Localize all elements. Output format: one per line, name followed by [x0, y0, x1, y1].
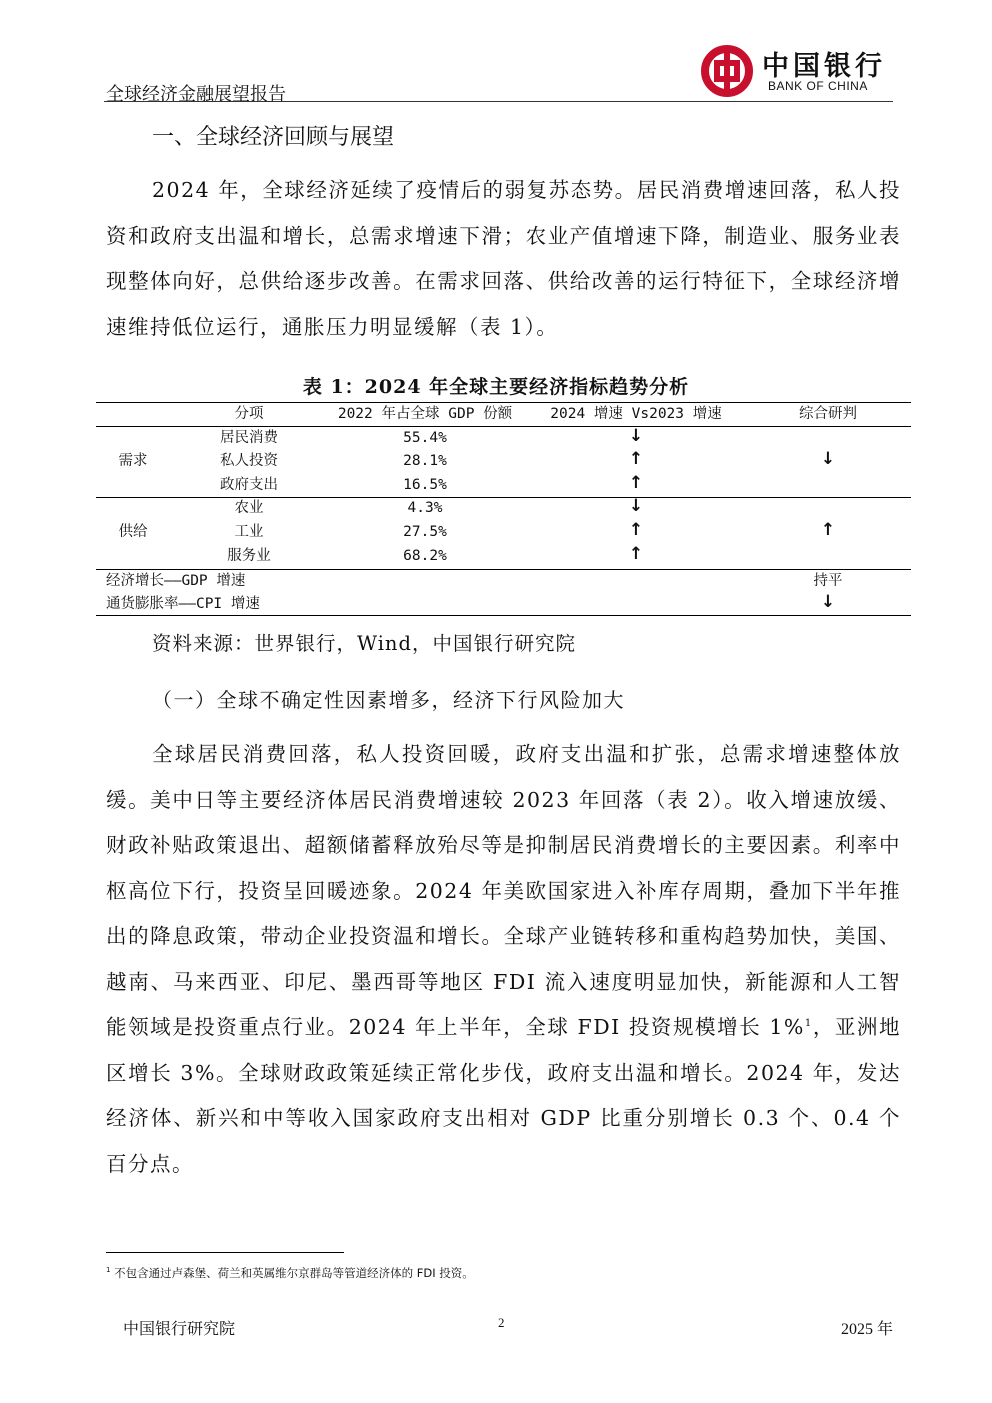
table-row-share: 16.5%	[403, 477, 447, 493]
table-header-share: 2022 年占全球 GDP 份额	[337, 406, 513, 422]
footnote-reference[interactable]: 1	[804, 1018, 813, 1030]
table-header-rule	[96, 426, 911, 427]
logo-chinese-name: 中国银行	[762, 51, 886, 82]
table-caption: 表 1：2024 年全球主要经济指标趋势分析	[302, 376, 690, 398]
table-row-item: 服务业	[227, 548, 271, 564]
table-row-item: 居民消费	[220, 430, 278, 446]
footer-year: 2025 年	[841, 1321, 894, 1338]
trend-arrow: ↑	[628, 544, 644, 564]
subsection-title: （一）全球不确定性因素增多，经济下行风险加大	[152, 688, 625, 712]
table-row-share: 68.2%	[403, 548, 447, 564]
page-number: 2	[498, 1315, 505, 1330]
table-group-label: 需求	[118, 453, 148, 469]
report-title: 全球经济金融展望报告	[106, 84, 286, 105]
trend-arrow: ↑	[628, 473, 644, 493]
table-row-share: 27.5%	[403, 524, 447, 540]
table-header-trend: 2024 增速 Vs2023 增速	[550, 406, 722, 422]
footer-institution: 中国银行研究院	[123, 1319, 236, 1338]
body-paragraph-1: 2024 年，全球经济延续了疫情后的弱复苏态势。居民消费增速回落，私人投资和政府支出温和增长，总需求增速下滑；农业产值增速下降，制造业、服务业表现整体向好，总供给逐步改善。在需求回落、供给改善的运行特征下，全球经济增速维持低位运行，通胀压力明显缓解（表 1）。	[106, 178, 901, 339]
section-title: 一、全球经济回顾与展望	[152, 125, 395, 150]
table-group-rule	[96, 569, 911, 570]
table-source: 资料来源：世界银行，Wind，中国银行研究院	[152, 632, 576, 655]
paragraph-text: 全球居民消费回落，私人投资回暖，政府支出温和扩张，总需求增速整体放缓。美中日等主要经济体居民消费增速较 2023 年回落（表 2）。收入增速放缓、财政补贴政策退出、超额储蓄释放殆尽等是抑制居民消费增长的主要因素。利率中枢高位下行，投资呈回暖迹象。2024 年美欧国家进入补库存周期，叠加下半年推出的降息政策，带动企业投资温和增长。全球产业链转移和重构趋势加快，美国、越南、马来西亚、印尼、墨西哥等地区 FDI 流入速度明显加快，新能源和人工智能领域是投资重点行业。2024 年上半年，全球 FDI 投资规模增长 1%	[106, 742, 901, 1039]
table-row-share: 55.4%	[403, 430, 447, 446]
footnote-text: 不包含通过卢森堡、荷兰和英属维尔京群岛等管道经济体的 FDI 投资。	[114, 1266, 474, 1280]
footnote-mark: 1	[106, 1266, 111, 1275]
overall-arrow: ↑	[820, 520, 836, 540]
trend-arrow: ↑	[628, 449, 644, 469]
bank-of-china-emblem-icon	[700, 44, 754, 98]
table-summary-item: 通货膨胀率——CPI 增速	[106, 596, 260, 612]
trend-arrow: ↓	[628, 426, 644, 446]
overall-arrow: ↓	[820, 449, 836, 469]
footnote-divider	[106, 1252, 344, 1253]
body-paragraph-2	[106, 732, 901, 1187]
table-row-item: 农业	[234, 500, 264, 516]
table-header-item: 分项	[234, 406, 264, 422]
table-summary-item: 经济增长——GDP 增速	[106, 573, 246, 589]
table-header-overall: 综合研判	[799, 406, 857, 422]
table-row-item: 私人投资	[220, 453, 278, 469]
paragraph-text: ，亚洲地区增长 3%。全球财政政策延续正常化步伐，政府支出温和增长。2024 年，发达经济体、新兴和中等收入国家政府支出相对 GDP 比重分别增长 0.3 个、0.4 个百分点。	[106, 1015, 902, 1176]
table-top-rule	[96, 402, 911, 403]
table-row-item: 工业	[234, 524, 264, 540]
footnote	[106, 1265, 474, 1281]
logo-english-name: BANK OF CHINA	[768, 79, 868, 93]
table-row-item: 政府支出	[220, 477, 278, 493]
overall-arrow: ↓	[820, 592, 836, 612]
bank-logo	[700, 44, 900, 98]
table-bottom-rule	[96, 615, 911, 616]
table-group-rule	[96, 497, 911, 498]
table-summary-overall: 持平	[813, 573, 843, 589]
table-row-share: 28.1%	[403, 453, 447, 469]
table-row-share: 4.3%	[407, 500, 443, 516]
trend-arrow: ↓	[628, 496, 644, 516]
table-group-label: 供给	[118, 524, 148, 540]
trend-arrow: ↑	[628, 520, 644, 540]
header-divider	[104, 101, 893, 102]
